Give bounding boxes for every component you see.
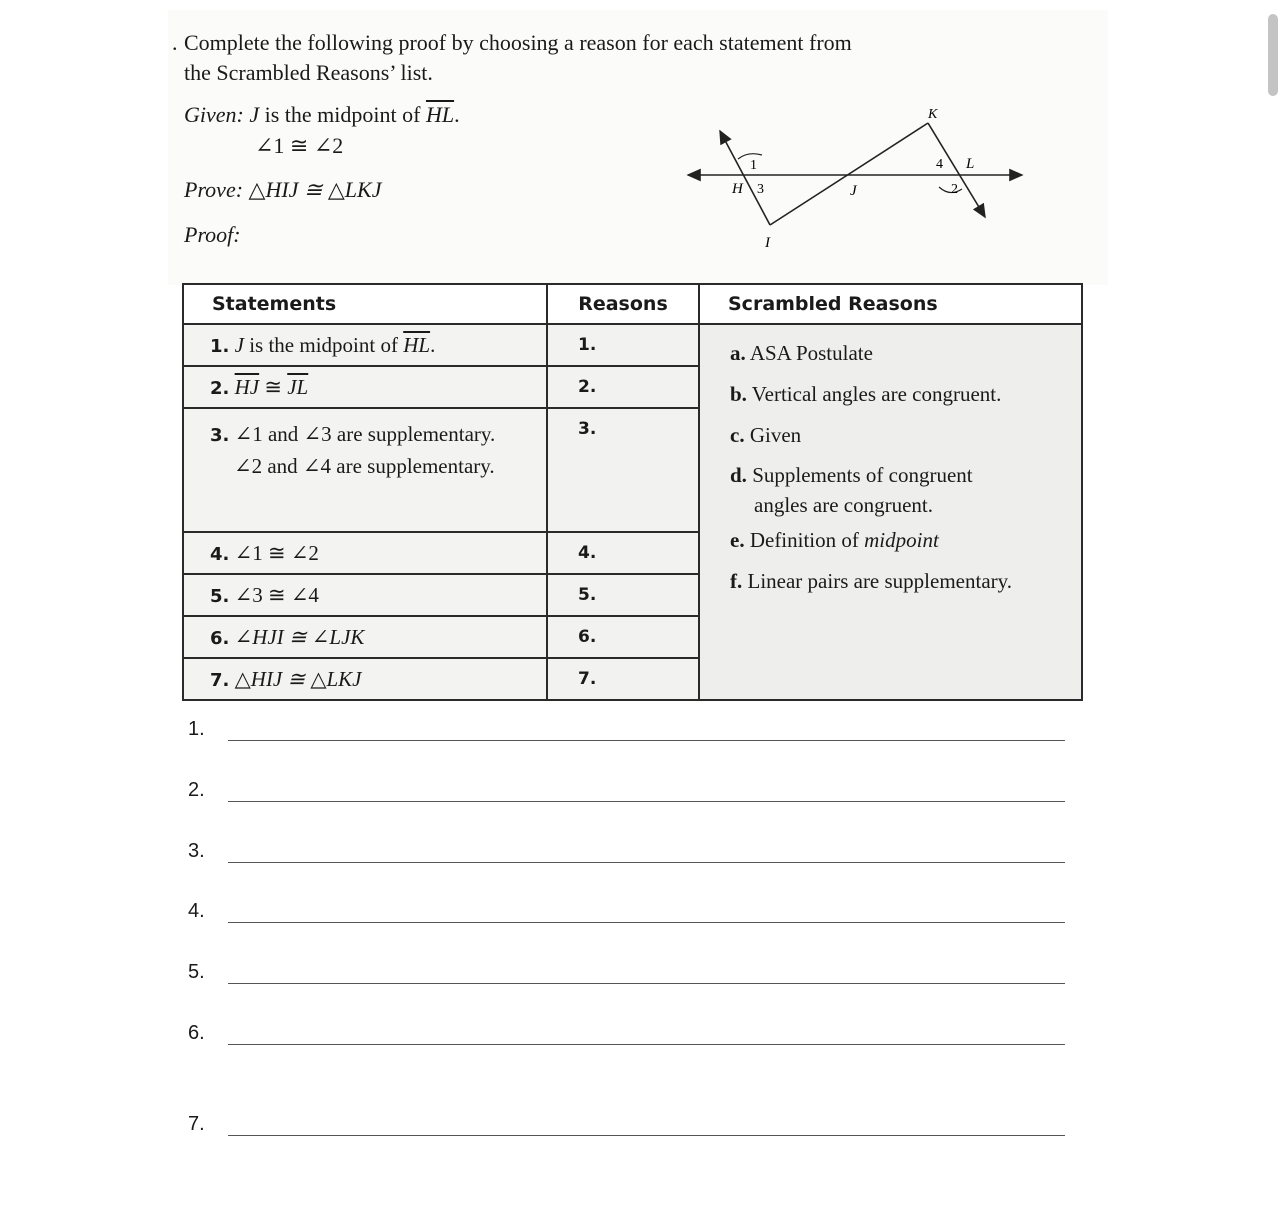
answer-row-3: 3.	[188, 840, 205, 863]
reason-7[interactable]: 7.	[547, 658, 699, 700]
instructions	[172, 28, 852, 88]
given-angles: ∠1 ≅ ∠2	[255, 133, 344, 158]
scrambled-reasons-list	[699, 324, 1082, 700]
scrambled-b: b. Vertical angles are congruent.	[730, 382, 1002, 406]
scrollbar[interactable]	[1265, 0, 1284, 1210]
scrollbar-thumb[interactable]	[1268, 14, 1278, 96]
statement-7: 7. △HIJ ≅ △LKJ	[183, 658, 547, 700]
scrambled-f: f. Linear pairs are supplementary.	[730, 569, 1013, 593]
label-l: L	[966, 156, 975, 172]
reason-1[interactable]: 1.	[547, 324, 699, 366]
label-i: I	[765, 235, 770, 251]
proof-label: Proof:	[184, 222, 241, 247]
label-k: K	[928, 107, 938, 122]
scrambled-e: e. Definition of midpoint	[730, 528, 939, 552]
reason-6[interactable]: 6.	[547, 616, 699, 658]
answer-line-6[interactable]	[228, 1044, 1065, 1045]
reason-5[interactable]: 5.	[547, 574, 699, 616]
label-2: 2	[951, 182, 958, 197]
answer-line-7[interactable]	[228, 1135, 1065, 1136]
answer-line-5[interactable]	[228, 983, 1065, 984]
scrambled-c: c. Given	[730, 423, 802, 447]
statement-3: 3. ∠1 and ∠3 are supplementary. ∠2 and ∠4 are supplementary.	[183, 408, 547, 532]
label-1: 1	[750, 158, 757, 173]
segment-ik	[770, 123, 928, 225]
answer-row-6: 6.	[188, 1022, 205, 1045]
statement-2: 2. $\overline{HJ}$ ≅ $\overline{JL}$	[183, 366, 547, 408]
given-statement: Given: J is the midpoint of $\overline{HL}$.	[184, 102, 460, 127]
answer-row-4: 4.	[188, 900, 205, 923]
bullet: .	[172, 30, 178, 55]
header-reasons: Reasons	[547, 284, 699, 324]
label-h: H	[732, 181, 743, 197]
answer-line-2[interactable]	[228, 801, 1065, 802]
header-statements: Statements	[183, 284, 547, 324]
geometry-figure	[670, 95, 1040, 255]
scrambled-d: d. Supplements of congruent angles are congruent.	[730, 463, 973, 517]
answer-row-1: 1.	[188, 718, 205, 741]
answer-line-4[interactable]	[228, 922, 1065, 923]
ray-h-up	[720, 131, 770, 225]
label-3: 3	[757, 182, 764, 197]
answer-row-7: 7.	[188, 1113, 205, 1136]
scrambled-a: a. ASA Postulate	[730, 341, 873, 365]
reason-3[interactable]: 3.	[547, 408, 699, 532]
label-j: J	[850, 183, 857, 199]
statement-4: 4. ∠1 ≅ ∠2	[183, 532, 547, 574]
reason-2[interactable]: 2.	[547, 366, 699, 408]
instructions-line-1: Complete the following proof by choosing a reason for each statement from	[184, 30, 852, 55]
answer-line-1[interactable]	[228, 740, 1065, 741]
label-4: 4	[936, 157, 943, 172]
statement-5: 5. ∠3 ≅ ∠4	[183, 574, 547, 616]
statement-1: 1. J is the midpoint of $\overline{HL}$.	[183, 324, 547, 366]
reason-4[interactable]: 4.	[547, 532, 699, 574]
statement-6: 6. ∠HJI ≅ ∠LJK	[183, 616, 547, 658]
answer-line-3[interactable]	[228, 862, 1065, 863]
answer-row-5: 5.	[188, 961, 205, 984]
header-scrambled: Scrambled Reasons	[699, 284, 1082, 324]
answer-row-2: 2.	[188, 779, 205, 802]
prove-statement: Prove: △HIJ ≅ △LKJ	[184, 177, 382, 202]
instructions-line-2: the Scrambled Reasons’ list.	[184, 60, 433, 85]
proof-table	[182, 283, 1083, 701]
